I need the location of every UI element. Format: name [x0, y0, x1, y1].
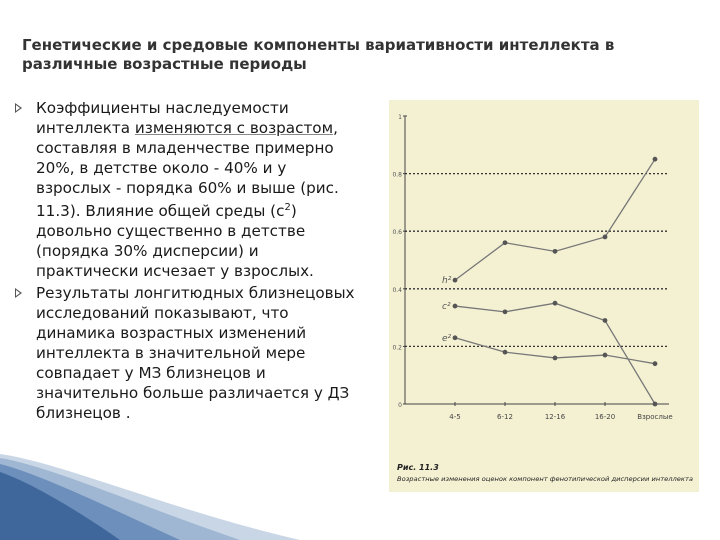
bullet-2-line-1: Результаты лонгитюдных близнецовых: [36, 284, 355, 303]
bullet-1-line-3: составляя в младенчестве примерно: [36, 139, 334, 157]
data-point: [603, 353, 608, 358]
x-tick-label: Взрослые: [637, 413, 673, 421]
series-label: e²: [442, 333, 452, 344]
bullet-list: [10, 98, 390, 425]
bullet-1-highlight: изменяются с возрастом: [134, 119, 334, 137]
data-point: [603, 318, 608, 323]
data-point: [503, 309, 508, 314]
bullet-1-line-6-rest: ): [290, 202, 297, 221]
figure-caption-text: Возрастные изменения оценок компонент фенотипической дисперсии интеллекта: [397, 475, 694, 483]
bullet-arrow-icon: [15, 103, 22, 113]
data-point: [553, 356, 558, 361]
bullet-2-line-5: совпадает у МЗ близнецов и: [36, 364, 266, 383]
decorative-waves: [0, 452, 720, 540]
figure-11-3: [389, 100, 699, 492]
bullet-1-line-7: довольно существенно в детстве: [36, 222, 306, 241]
bullet-2-line-7: близнецов .: [36, 404, 131, 423]
bullet-2-line-2: исследований показывают, что: [36, 304, 289, 323]
bullet-1-line-2-rest: ,: [333, 119, 338, 137]
x-tick-label: 6-12: [497, 413, 513, 421]
series-line-1: [455, 159, 655, 280]
bullet-item-longitudinal: [10, 283, 390, 423]
bullet-1-line-4: 20%, в детстве около - 40% и у: [36, 159, 287, 177]
bullet-2-line-3: динамика возрастных изменений: [36, 324, 307, 343]
x-tick-label: 16-20: [594, 413, 616, 421]
bullet-2-line-4: интеллекта в значительной мере: [36, 344, 306, 363]
data-point: [603, 235, 608, 240]
bullet-1-line-2: интеллекта: [36, 119, 135, 137]
data-point: [503, 240, 508, 245]
bullet-1-line-9: практически исчезает у взрослых.: [36, 262, 314, 281]
y-tick-label: 0: [398, 402, 402, 409]
slide-title: [22, 36, 662, 74]
bullet-item-heritability: [10, 98, 390, 281]
bullet-1-line-6: 11.3). Влияние общей среды (c: [36, 202, 285, 221]
data-point: [553, 249, 558, 254]
line-chart: [389, 100, 699, 492]
x-tick-label: 12-16: [544, 413, 566, 421]
y-tick-label: 0.8: [392, 171, 402, 179]
y-tick-label: 0.4: [392, 286, 402, 294]
bullet-1-superscript: 2: [284, 202, 291, 213]
bullet-1-line-1: Коэффициенты наследуемости: [36, 99, 289, 117]
x-tick-label: 4-5: [449, 413, 461, 421]
bullet-2-line-6: значительно больше различается у ДЗ: [36, 384, 350, 403]
data-point: [653, 157, 658, 162]
y-tick-label: 0.2: [392, 344, 402, 352]
bullet-1-line-8: (порядка 30% дисперсии) и: [36, 242, 259, 261]
data-point: [453, 278, 458, 283]
data-point: [503, 350, 508, 355]
data-point: [653, 361, 658, 366]
data-point: [553, 301, 558, 306]
slide-title-line-1: Генетические и средовые компоненты вариативности интеллекта в: [22, 36, 615, 54]
y-tick-label: 0.6: [392, 229, 402, 237]
data-point: [453, 304, 458, 309]
y-tick-label: 1: [398, 114, 402, 121]
series-label: c²: [442, 302, 451, 313]
data-point: [453, 335, 458, 340]
bullet-1-line-5: взрослых - порядка 60% и выше (рис.: [36, 179, 339, 197]
slide-title-line-2: различные возрастные периоды: [22, 55, 307, 73]
bullet-arrow-icon: [15, 288, 22, 298]
series-line-2: [455, 303, 655, 404]
data-point: [653, 402, 658, 407]
series-label: h²: [442, 276, 452, 287]
figure-caption-title: Рис. 11.3: [397, 463, 439, 472]
